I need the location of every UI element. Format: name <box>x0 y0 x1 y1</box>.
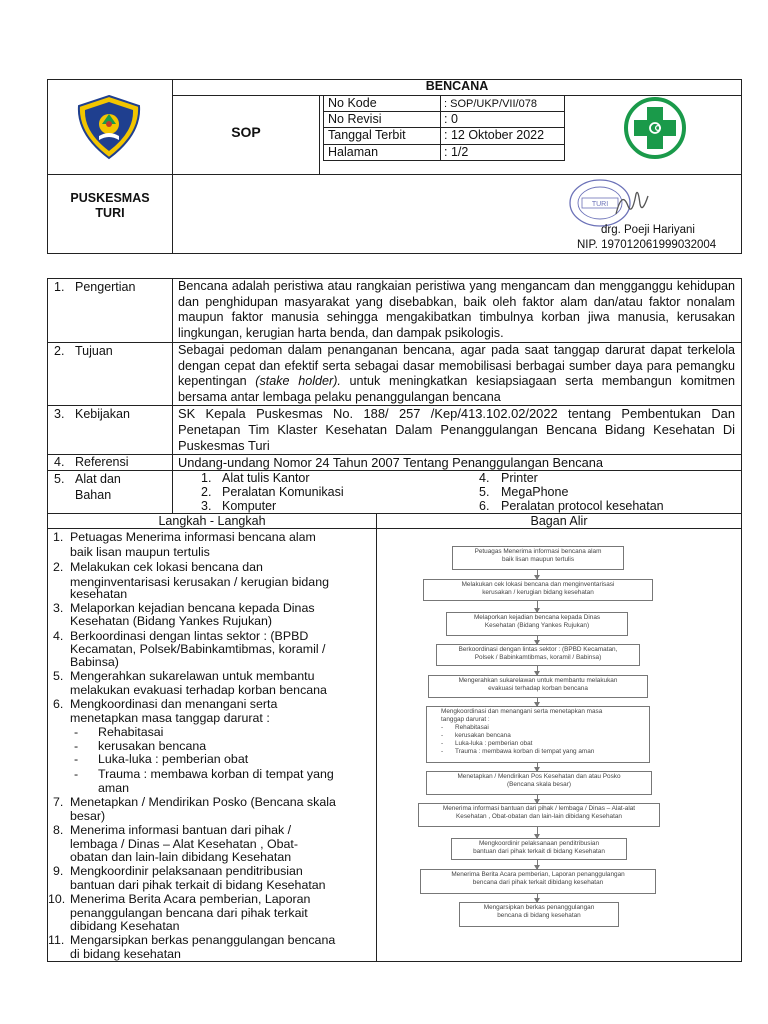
row-label-referensi: Referensi <box>75 455 129 469</box>
step-line: Kesehatan (Bidang Yankes Rujukan) <box>70 614 273 628</box>
step-line: penanggulangan bencana dari pihak terkait <box>70 906 308 920</box>
row-label-tujuan: Tujuan <box>75 344 113 358</box>
alat-item: Printer <box>501 471 538 485</box>
meta-label-halaman: Halaman <box>328 145 379 159</box>
tujuan-stakeholder: (stake holder). <box>255 374 341 388</box>
step-line: dibidang Kesehatan <box>70 919 180 933</box>
row-label-alat-2: Bahan <box>75 488 112 502</box>
step-line: Melakukan cek lokasi bencana dan <box>70 560 263 574</box>
flow-box-2 <box>423 579 653 601</box>
sub-dash: - <box>74 752 79 766</box>
flow-line: Menetapkan / Mendirikan Pos Kesehatan dan atau Posko <box>457 773 621 780</box>
step-line: Mengkoordinasi dan menangani serta <box>70 697 278 711</box>
flow-box-1 <box>452 546 624 570</box>
step-num: 10. <box>48 892 66 906</box>
flow-line: (Bencana skala besar) <box>507 781 571 788</box>
step-line: di bidang kesehatan <box>70 947 181 961</box>
alat-item: MegaPhone <box>501 485 569 499</box>
sub-dash: - <box>74 767 79 781</box>
flow-line: Polsek / Babinkamtibmas, koramil / Babinsa) <box>474 654 602 661</box>
flow-arrow <box>537 666 538 675</box>
sop-label: SOP <box>231 124 261 140</box>
row-num-pengertian: 1. <box>54 280 65 294</box>
flow-arrow <box>537 894 538 902</box>
flow-sub: - Luka-luka : pemberian obat <box>441 740 533 747</box>
flow-sub: - Trauma : membawa korban di tempat yang aman <box>441 748 595 755</box>
alat-item-num: 2. <box>201 485 212 499</box>
step-num: 8. <box>53 823 64 837</box>
flow-box-11 <box>459 902 619 927</box>
step-num: 2. <box>53 560 64 574</box>
step-num: 7. <box>53 795 64 809</box>
row-label-pengertian: Pengertian <box>75 280 136 294</box>
step-line: Mengarsipkan berkas penanggulangan bencana <box>70 933 336 947</box>
step-line: melakukan evakuasi terhadap korban bencana <box>70 683 327 697</box>
referensi-text: Undang-undang Nomor 24 Tahun 2007 Tentang Penanggulangan Bencana <box>178 455 604 470</box>
alat-item: Komputer <box>222 499 277 513</box>
tujuan-text-a: Sebagai pedoman dalam penanganan bencana, agar pada saat tanggap darurat dapat terkelola dengan cepat dan efektif serta sebagai dasar memobilisasi berbagai sumber daya para pemangku kepentingan <box>178 343 735 388</box>
step-line: Babinsa) <box>70 655 119 669</box>
flow-box-7 <box>426 771 652 795</box>
flow-line: bencana dari pihak terkait dibidang kesehatan <box>472 879 604 886</box>
meta-value-halaman: : 1/2 <box>444 145 469 159</box>
langkah-header: Langkah - Langkah <box>158 514 266 528</box>
flow-sub: - Rehabitasai <box>441 724 489 731</box>
row-num-tujuan: 2. <box>54 344 65 358</box>
kebijakan-text: SK Kepala Puskesmas No. 188/ 257 /Kep/413.102.02/2022 tentang Pembentukan Dan Penetapan Tim Klaster Kesehatan Dalam Penanggulangan Bencana Bidang Kesehatan Di Puskesmas Turi <box>178 406 735 453</box>
flow-box-10 <box>420 869 656 894</box>
step-line: Kecamatan, Polsek/Babinkamtibmas, koramil / <box>70 642 326 656</box>
flow-line: bencana di bidang kesehatan <box>497 912 581 919</box>
flow-line: Kesehatan , Obat-obatan dan lain-lain dibidang Kesehatan <box>456 813 622 820</box>
flow-arrow <box>537 570 538 579</box>
step-num: 6. <box>53 697 64 711</box>
flow-arrow <box>537 698 538 706</box>
flow-box-8 <box>418 803 660 827</box>
alat-item: Peralatan protocol kesehatan <box>501 499 664 513</box>
sub-dash: - <box>74 739 79 753</box>
step-line: menginventarisasi kerusakan / kerugian bidang <box>70 575 329 589</box>
meta-label-kode: No Kode <box>328 96 377 110</box>
flow-arrow <box>537 827 538 838</box>
flow-arrow <box>537 601 538 612</box>
flow-box-4 <box>436 644 640 666</box>
flow-box-6 <box>426 706 650 763</box>
row-label-alat-1: Alat dan <box>75 472 121 486</box>
row-num-referensi: 4. <box>54 455 65 469</box>
flow-line: Melaporkan kejadian bencana kepada Dinas <box>473 614 601 621</box>
flow-sub-text: Luka-luka : pemberian obat <box>455 740 533 747</box>
row-num-alat: 5. <box>54 472 65 486</box>
flow-sub-text: kerusakan bencana <box>455 732 511 739</box>
flow-line: Kesehatan (Bidang Yankes Rujukan) <box>484 622 590 629</box>
step-line: baik lisan maupun tertulis <box>70 545 210 559</box>
meta-value-revisi: : 0 <box>444 112 458 126</box>
step-line: kesehatan <box>70 587 128 601</box>
flow-line: Mengarsipkan berkas penanggulangan <box>483 904 595 911</box>
step-line: Mengkoordinir pelaksanaan penditribusian <box>70 864 303 878</box>
flow-arrow <box>537 636 538 644</box>
flow-line: bantuan dari pihak terkait di bidang Kesehatan <box>473 848 605 855</box>
step-num: 3. <box>53 601 64 615</box>
sub-line: Trauma : membawa korban di tempat yang <box>98 767 334 781</box>
alat-item-num: 4. <box>479 471 490 485</box>
flow-line: Mengkoordinasi dan menangani serta menetapkan masa <box>441 708 603 715</box>
puskesmas-logo <box>623 96 687 160</box>
bagan-header: Bagan Alir <box>530 514 588 528</box>
step-num: 11. <box>48 933 65 947</box>
row-num-kebijakan: 3. <box>54 407 65 421</box>
flow-arrow <box>537 860 538 869</box>
flow-line: evakuasi terhadap korban bencana <box>488 685 588 692</box>
alat-item: Peralatan Komunikasi <box>222 485 344 499</box>
alat-item: Alat tulis Kantor <box>222 471 310 485</box>
step-line: bantuan dari pihak terkait di bidang Kesehatan <box>70 878 326 892</box>
flow-line: Menerima informasi bantuan dari pihak / lembaga / Dinas – Alat-alat <box>442 805 636 812</box>
svg-text:TURI: TURI <box>591 201 609 208</box>
flow-box-3 <box>446 612 628 636</box>
step-line: besar) <box>70 809 106 823</box>
meta-value-kode: : SOP/UKP/VII/078 <box>444 98 537 110</box>
flow-box-9 <box>451 838 627 860</box>
step-line: Berkoordinasi dengan lintas sektor : (BPBD <box>70 629 309 643</box>
step-line: Menetapkan / Mendirikan Posko (Bencana skala <box>70 795 336 809</box>
alat-item-num: 6. <box>479 499 490 513</box>
tujuan-text <box>178 343 735 405</box>
sub-dash: - <box>74 725 79 739</box>
signature <box>612 184 652 224</box>
sub-line: Luka-luka : pemberian obat <box>98 752 249 766</box>
step-num: 1. <box>53 530 64 544</box>
flow-line: Menerima Berita Acara pemberian, Laporan penanggulangan <box>451 871 625 878</box>
meta-value-tanggal: : 12 Oktober 2022 <box>444 128 545 142</box>
row-label-kebijakan: Kebijakan <box>75 407 130 421</box>
step-line: obatan dan lain-lain dibidang Kesehatan <box>70 850 292 864</box>
step-line: Petuagas Menerima informasi bencana alam <box>70 530 316 544</box>
flow-line: Mengkoordinir pelaksanaan penditribusian <box>478 840 600 847</box>
alat-item-num: 3. <box>201 499 212 513</box>
step-line: menetapkan masa tanggap darurat : <box>70 711 270 725</box>
meta-label-revisi: No Revisi <box>328 112 382 126</box>
flow-line: baik lisan maupun tertulis <box>501 556 575 563</box>
flow-sub-text: Trauma : membawa korban di tempat yang aman <box>455 748 595 755</box>
flow-sub: - kerusakan bencana <box>441 732 511 739</box>
flow-sub-text: Rehabitasai <box>455 724 489 731</box>
flow-line: Berkoordinasi dengan lintas sektor : (BPBD Kecamatan, <box>458 646 618 653</box>
meta-label-tanggal: Tanggal Terbit <box>328 128 406 142</box>
alat-item-num: 1. <box>201 471 212 485</box>
sub-line: kerusakan bencana <box>98 739 207 753</box>
flow-line: Mengerahkan sukarelawan untuk membantu melakukan <box>458 677 618 684</box>
tujuan-text-b: untuk meningkatkan kesiapsiagaan serta membangun komitmen bersama antar lembaga pelaku penanggulangan bencana <box>178 374 735 404</box>
sub-line: Rehabitasai <box>98 725 164 739</box>
flow-arrow <box>537 795 538 803</box>
step-line: Melaporkan kejadian bencana kepada Dinas <box>70 601 315 615</box>
flow-line: Petuagas Menerima informasi bencana alam <box>474 548 602 555</box>
step-line: lembaga / Dinas – Alat Kesehatan , Obat- <box>70 837 298 851</box>
flow-line: tanggap darurat : <box>441 716 490 723</box>
regency-logo <box>75 94 143 162</box>
signer-nip: NIP. 197012061999032004 <box>577 239 717 251</box>
org-name-line2: TURI <box>95 206 125 220</box>
step-num: 5. <box>53 669 64 683</box>
pengertian-text: Bencana adalah peristiwa atau rangkaian peristiwa yang mengancam dan mengganggu kehidupan dan penghidupan masyarakat yang disebabkan, baik oleh faktor alam dan/atau faktor nonalam maupun faktor manusia sehingga mengakibatkan timbulnya korban jiwa manusia, kerusakan lingkungan, kerugian harta benda, dan dampak psikologis. <box>178 279 735 340</box>
alat-item-num: 5. <box>479 485 490 499</box>
flow-arrow <box>537 763 538 771</box>
step-line: Menerima informasi bantuan dari pihak / <box>70 823 292 837</box>
step-num: 9. <box>53 864 64 878</box>
signer-name: drg. Poeji Hariyani <box>601 224 695 236</box>
org-name-line1: PUSKESMAS <box>70 191 150 205</box>
step-line: Mengerahkan sukarelawan untuk membantu <box>70 669 315 683</box>
sop-title: BENCANA <box>425 79 489 93</box>
flow-line: kerusakan / kerugian bidang kesehatan <box>482 589 594 596</box>
flow-box-5 <box>428 675 648 698</box>
step-num: 4. <box>53 629 64 643</box>
step-line: Menerima Berita Acara pemberian, Laporan <box>70 892 311 906</box>
sub-line: aman <box>98 781 129 795</box>
flow-line: Melakukan cek lokasi bencana dan menginventarisasi <box>461 581 615 588</box>
